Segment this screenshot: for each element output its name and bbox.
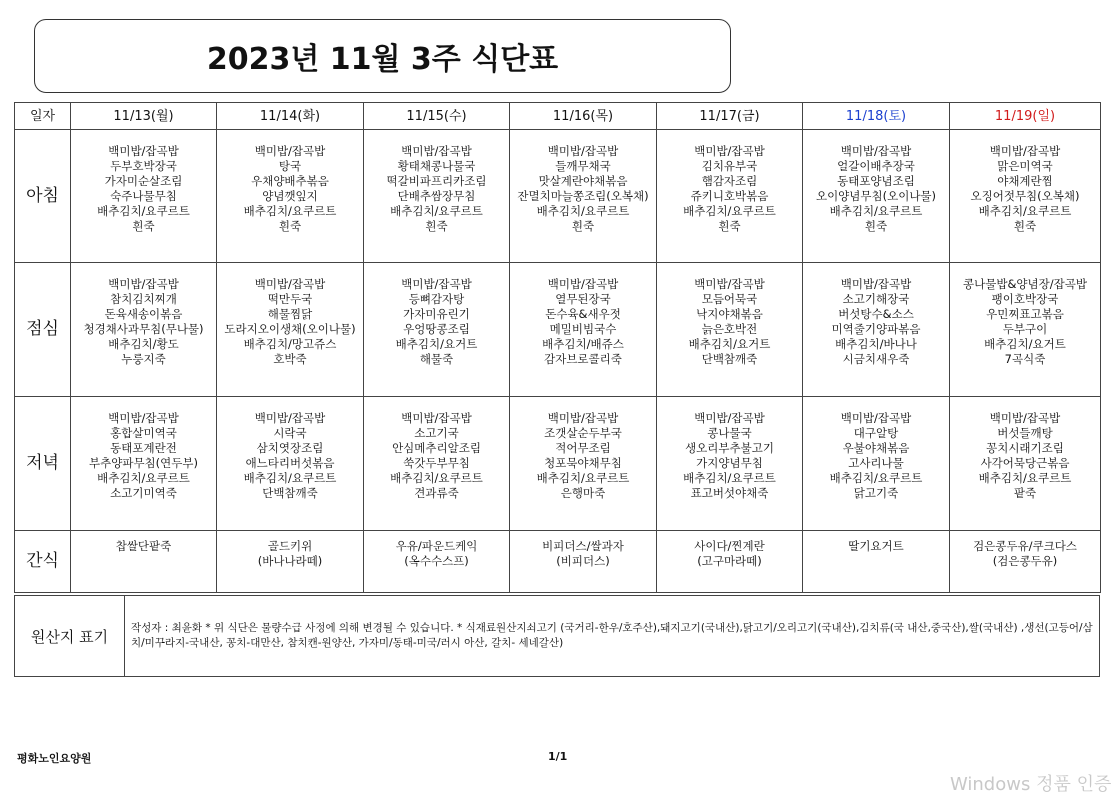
menu-item: 동태포계란전 bbox=[110, 441, 177, 455]
meal-row-snack bbox=[15, 531, 1101, 593]
day-header-wed: 11/15(수) bbox=[364, 103, 510, 130]
menu-item: 배추김치/요쿠르트 bbox=[978, 471, 1072, 485]
menu-cell-dinner-tue bbox=[217, 397, 364, 531]
menu-item: 사각어묵당근볶음 bbox=[980, 456, 1070, 470]
menu-item: 모듬어묵국 bbox=[701, 292, 758, 306]
menu-cell-dinner-sun bbox=[950, 397, 1101, 531]
menu-cell-breakfast-sat bbox=[803, 130, 950, 263]
menu-item: 황태채콩나물국 bbox=[397, 159, 476, 173]
menu-item: 열무된장국 bbox=[555, 292, 611, 306]
menu-item: 은행마죽 bbox=[560, 486, 606, 500]
menu-cell-snack-sat bbox=[803, 531, 950, 593]
menu-item: 버섯탕수&소스 bbox=[838, 307, 914, 321]
menu-item: 흰죽 bbox=[132, 219, 155, 233]
menu-item: 쥬키니호박볶음 bbox=[690, 189, 769, 203]
menu-item: 닭고기죽 bbox=[853, 486, 899, 500]
menu-item: 삼치엿장조림 bbox=[256, 441, 324, 455]
menu-item: 배추김치/요쿠르트 bbox=[683, 471, 776, 485]
menu-cell-lunch-wed bbox=[364, 263, 510, 397]
menu-item: 사이다/찐계란 bbox=[694, 539, 765, 553]
menu-item: 참치김치찌개 bbox=[110, 292, 177, 306]
menu-item: (고구마라떼) bbox=[697, 554, 762, 568]
menu-item: 해물죽 bbox=[419, 352, 454, 366]
menu-item: 배추김치/요쿠르트 bbox=[536, 204, 630, 218]
meal-row-breakfast bbox=[15, 130, 1101, 263]
menu-item: 호박죽 bbox=[273, 352, 307, 366]
menu-item: 가자미유린기 bbox=[403, 307, 470, 321]
menu-item: 오징어젓무침(오복채) bbox=[970, 189, 1080, 203]
menu-item: 배추김치/요거트 bbox=[688, 337, 771, 351]
menu-item: 백미밥/잡곡밥 bbox=[547, 277, 619, 291]
menu-item: 백미밥/잡곡밥 bbox=[840, 411, 912, 425]
menu-cell-lunch-thu bbox=[510, 263, 657, 397]
menu-item: 우유/파운드케익 bbox=[395, 539, 478, 553]
menu-item: 부추양파무침(연두부) bbox=[89, 456, 198, 470]
menu-item: 해물찜닭 bbox=[267, 307, 313, 321]
menu-cell-snack-tue bbox=[217, 531, 364, 593]
menu-item: 배추김치/요쿠르트 bbox=[978, 204, 1072, 218]
menu-item: 가자미순살조림 bbox=[104, 174, 183, 188]
footer-organization: 평화노인요양원 bbox=[17, 752, 92, 765]
menu-item: 탕국 bbox=[278, 159, 302, 173]
day-header-mon: 11/13(월) bbox=[71, 103, 217, 130]
menu-item: 배추김치/요쿠르트 bbox=[243, 204, 337, 218]
menu-item: 백미밥/잡곡밥 bbox=[989, 411, 1061, 425]
menu-cell-lunch-mon bbox=[71, 263, 217, 397]
menu-item: 배추김치/요쿠르트 bbox=[536, 471, 630, 485]
menu-item: 백미밥/잡곡밥 bbox=[547, 144, 619, 158]
menu-item: 소고기미역죽 bbox=[110, 486, 177, 500]
menu-item: 시락국 bbox=[273, 426, 307, 440]
menu-item: 우불야채볶음 bbox=[842, 441, 910, 455]
menu-item: 떡만두국 bbox=[267, 292, 313, 306]
menu-item: 홍합살미역국 bbox=[110, 426, 177, 440]
menu-item: 고사리나물 bbox=[848, 456, 904, 470]
origin-text: 작성자 : 최윤화 * 위 식단은 물량수급 사정에 의해 변경될 수 있습니다. * 식재료원산지쇠고기 (국거리-한우/호주산),돼지고기(국내산),닭고기/오리고기(국내산),김치류(국 내산,중국산),쌀(국내산) ,생선(고등어/삼치/미꾸라지-국내산, 꽁치-대만산, 참치캔-원양산, 가자미/동태-미국/러시 아산, 갈치- 세네갈산) bbox=[131, 622, 1093, 649]
day-header-sat: 11/18(토) bbox=[803, 103, 950, 130]
meal-label-dinner: 저녁 bbox=[15, 397, 71, 531]
menu-item: 백미밥/잡곡밥 bbox=[840, 277, 912, 291]
menu-item: 흰죽 bbox=[278, 219, 302, 233]
menu-item: 숙주나물무침 bbox=[110, 189, 177, 203]
menu-cell-breakfast-thu bbox=[510, 130, 657, 263]
menu-item: 두부구이 bbox=[1002, 322, 1048, 336]
menu-item: 감자브로콜리죽 bbox=[544, 352, 622, 366]
menu-item: 배추김치/요거트 bbox=[395, 337, 478, 351]
menu-item: 백미밥/잡곡밥 bbox=[547, 411, 619, 425]
menu-item: 흰죽 bbox=[425, 219, 448, 233]
menu-cell-snack-sun bbox=[950, 531, 1101, 593]
menu-item: 적어무조림 bbox=[555, 441, 611, 455]
menu-item: 배추김치/요쿠르트 bbox=[683, 204, 776, 218]
menu-item: (옥수수스프) bbox=[404, 554, 469, 568]
meal-label-snack: 간식 bbox=[15, 531, 71, 593]
menu-item: 백미밥/잡곡밥 bbox=[401, 144, 472, 158]
menu-item: 청포묵야채무침 bbox=[544, 456, 622, 470]
menu-item: 소고기해장국 bbox=[842, 292, 910, 306]
menu-item: 백미밥/잡곡밥 bbox=[694, 144, 765, 158]
menu-cell-dinner-sat bbox=[803, 397, 950, 531]
menu-item: 백미밥/잡곡밥 bbox=[108, 277, 179, 291]
menu-cell-dinner-mon bbox=[71, 397, 217, 531]
menu-cell-breakfast-sun bbox=[950, 130, 1101, 263]
menu-item: 대구알탕 bbox=[853, 426, 899, 440]
menu-item: 흰죽 bbox=[1013, 219, 1037, 233]
menu-item: 햄감자조림 bbox=[701, 174, 758, 188]
menu-cell-snack-fri bbox=[657, 531, 803, 593]
day-header-sun: 11/19(일) bbox=[950, 103, 1101, 130]
meal-row-dinner bbox=[15, 397, 1101, 531]
menu-item: 맑은미역국 bbox=[997, 159, 1053, 173]
menu-item: 백미밥/잡곡밥 bbox=[840, 144, 912, 158]
menu-item: 김치유부국 bbox=[701, 159, 758, 173]
menu-item: 생오리부추불고기 bbox=[685, 441, 774, 455]
menu-item: 우채양배추볶음 bbox=[251, 174, 329, 188]
menu-item: 백미밥/잡곡밥 bbox=[989, 144, 1061, 158]
menu-item: 배추김치/요쿠르트 bbox=[97, 471, 190, 485]
menu-item: 버섯들깨탕 bbox=[997, 426, 1053, 440]
menu-item: 쑥갓두부무침 bbox=[403, 456, 470, 470]
menu-item: 배추김치/요쿠르트 bbox=[390, 204, 483, 218]
menu-item: 콩나물밥&양념장/잡곡밥 bbox=[963, 277, 1087, 291]
menu-item: 오이양념무침(오이나물) bbox=[815, 189, 937, 203]
menu-item: 흰죽 bbox=[571, 219, 595, 233]
activation-watermark: Windows 정품 인증 bbox=[950, 774, 1112, 795]
menu-item: 낙지야채볶음 bbox=[696, 307, 763, 321]
menu-item: 배추김치/배쥬스 bbox=[542, 337, 624, 351]
menu-item: 팥죽 bbox=[1013, 486, 1037, 500]
menu-item: 배추김치/황도 bbox=[108, 337, 179, 351]
menu-cell-dinner-fri bbox=[657, 397, 803, 531]
menu-item: 동태포양념조림 bbox=[837, 174, 915, 188]
menu-item: 백미밥/잡곡밥 bbox=[694, 411, 765, 425]
menu-cell-lunch-sun bbox=[950, 263, 1101, 397]
menu-item: 7곡식죽 bbox=[1004, 352, 1046, 366]
menu-item: 배추김치/바나나 bbox=[835, 337, 917, 351]
menu-item: 배추김치/요쿠르트 bbox=[390, 471, 483, 485]
menu-item: 백미밥/잡곡밥 bbox=[401, 277, 472, 291]
menu-item: (비피더스) bbox=[556, 554, 610, 568]
menu-cell-snack-wed bbox=[364, 531, 510, 593]
menu-cell-breakfast-tue bbox=[217, 130, 364, 263]
menu-item: 백미밥/잡곡밥 bbox=[108, 144, 179, 158]
menu-item: 조갯살순두부국 bbox=[544, 426, 622, 440]
menu-item: 흰죽 bbox=[864, 219, 888, 233]
menu-item: 도라지오이생채(오이나물) bbox=[224, 322, 356, 336]
menu-item: 배추김치/망고쥬스 bbox=[243, 337, 337, 351]
menu-item: 돈육새송이볶음 bbox=[104, 307, 183, 321]
menu-item: 콩나물국 bbox=[707, 426, 752, 440]
menu-item: 등뼈감자탕 bbox=[408, 292, 465, 306]
menu-item: 단백참깨죽 bbox=[262, 486, 318, 500]
meal-row-lunch bbox=[15, 263, 1101, 397]
menu-cell-dinner-wed bbox=[364, 397, 510, 531]
menu-cell-dinner-thu bbox=[510, 397, 657, 531]
meal-label-breakfast: 아침 bbox=[15, 130, 71, 263]
origin-label: 원산지 표기 bbox=[15, 596, 125, 676]
menu-item: 얼갈이배추장국 bbox=[837, 159, 915, 173]
menu-item: 떡갈비파프리카조림 bbox=[386, 174, 487, 188]
menu-item: 백미밥/잡곡밥 bbox=[254, 411, 326, 425]
menu-item: 배추김치/요거트 bbox=[984, 337, 1066, 351]
menu-item: 늙은호박전 bbox=[701, 322, 758, 336]
day-header-tue: 11/14(화) bbox=[217, 103, 364, 130]
menu-item: 애느타리버섯볶음 bbox=[245, 456, 335, 470]
menu-item: 소고기국 bbox=[414, 426, 459, 440]
menu-item: 배추김치/요쿠르트 bbox=[97, 204, 190, 218]
menu-cell-breakfast-fri bbox=[657, 130, 803, 263]
menu-item: 딸기요거트 bbox=[848, 539, 904, 553]
menu-item: 백미밥/잡곡밥 bbox=[108, 411, 179, 425]
menu-item: 팽이호박장국 bbox=[991, 292, 1059, 306]
menu-item: 백미밥/잡곡밥 bbox=[254, 277, 326, 291]
menu-item: (검은콩두유) bbox=[992, 554, 1058, 568]
menu-item: 가지양념무침 bbox=[696, 456, 763, 470]
menu-item: 검은콩두유/쿠크다스 bbox=[973, 539, 1077, 553]
menu-item: 메밀비빔국수 bbox=[549, 322, 617, 336]
menu-item: 흰죽 bbox=[718, 219, 741, 233]
menu-item: 청경채사과무침(무나물) bbox=[83, 322, 204, 336]
menu-cell-lunch-sat bbox=[803, 263, 950, 397]
footer-page-number: 1/1 bbox=[548, 750, 568, 763]
menu-item: 단배추쌈장무침 bbox=[397, 189, 476, 203]
menu-item: 백미밥/잡곡밥 bbox=[401, 411, 472, 425]
meal-plan-table bbox=[14, 102, 1101, 593]
menu-item: 견과류죽 bbox=[414, 486, 459, 500]
header-row bbox=[15, 103, 1101, 130]
menu-item: 미역줄기양파볶음 bbox=[831, 322, 921, 336]
menu-cell-lunch-tue bbox=[217, 263, 364, 397]
menu-item: 골드키위 bbox=[267, 539, 313, 553]
menu-item: 우엉땅콩조림 bbox=[403, 322, 470, 336]
menu-item: 돈수육&새우젓 bbox=[545, 307, 621, 321]
date-header: 일자 bbox=[15, 103, 71, 130]
page-title: 2023년 11월 3주 식단표 bbox=[206, 42, 559, 77]
menu-cell-breakfast-wed bbox=[364, 130, 510, 263]
menu-cell-lunch-fri bbox=[657, 263, 803, 397]
meal-label-lunch: 점심 bbox=[15, 263, 71, 397]
menu-item: 양념깻잎지 bbox=[262, 189, 318, 203]
menu-item: (바나나라떼) bbox=[257, 554, 323, 568]
title-box bbox=[34, 19, 731, 93]
menu-item: 시금치새우죽 bbox=[842, 352, 910, 366]
menu-item: 꽁치시래기조림 bbox=[986, 441, 1064, 455]
menu-item: 배추김치/요쿠르트 bbox=[829, 204, 923, 218]
day-header-thu: 11/16(목) bbox=[510, 103, 657, 130]
menu-item: 야채계란찜 bbox=[997, 174, 1053, 188]
menu-item: 배추김치/요쿠르트 bbox=[829, 471, 923, 485]
menu-item: 표고버섯야채죽 bbox=[690, 486, 769, 500]
day-header-fri: 11/17(금) bbox=[657, 103, 803, 130]
origin-notice bbox=[14, 595, 1100, 677]
menu-cell-breakfast-mon bbox=[71, 130, 217, 263]
menu-item: 단백참깨죽 bbox=[701, 352, 758, 366]
menu-item: 찹쌀단팥죽 bbox=[115, 539, 172, 553]
menu-item: 두부호박장국 bbox=[110, 159, 177, 173]
menu-item: 백미밥/잡곡밥 bbox=[694, 277, 765, 291]
menu-item: 잔멸치마늘쫑조림(오복채) bbox=[517, 189, 649, 203]
menu-item: 누룽지죽 bbox=[121, 352, 166, 366]
menu-item: 비피더스/쌀과자 bbox=[542, 539, 624, 553]
menu-cell-snack-thu bbox=[510, 531, 657, 593]
menu-item: 우민찌표고볶음 bbox=[986, 307, 1064, 321]
menu-item: 백미밥/잡곡밥 bbox=[254, 144, 326, 158]
menu-item: 맛살계란야채볶음 bbox=[538, 174, 628, 188]
menu-item: 안심메추리알조림 bbox=[392, 441, 481, 455]
menu-item: 들깨무채국 bbox=[555, 159, 611, 173]
menu-cell-snack-mon bbox=[71, 531, 217, 593]
menu-item: 배추김치/요쿠르트 bbox=[243, 471, 337, 485]
